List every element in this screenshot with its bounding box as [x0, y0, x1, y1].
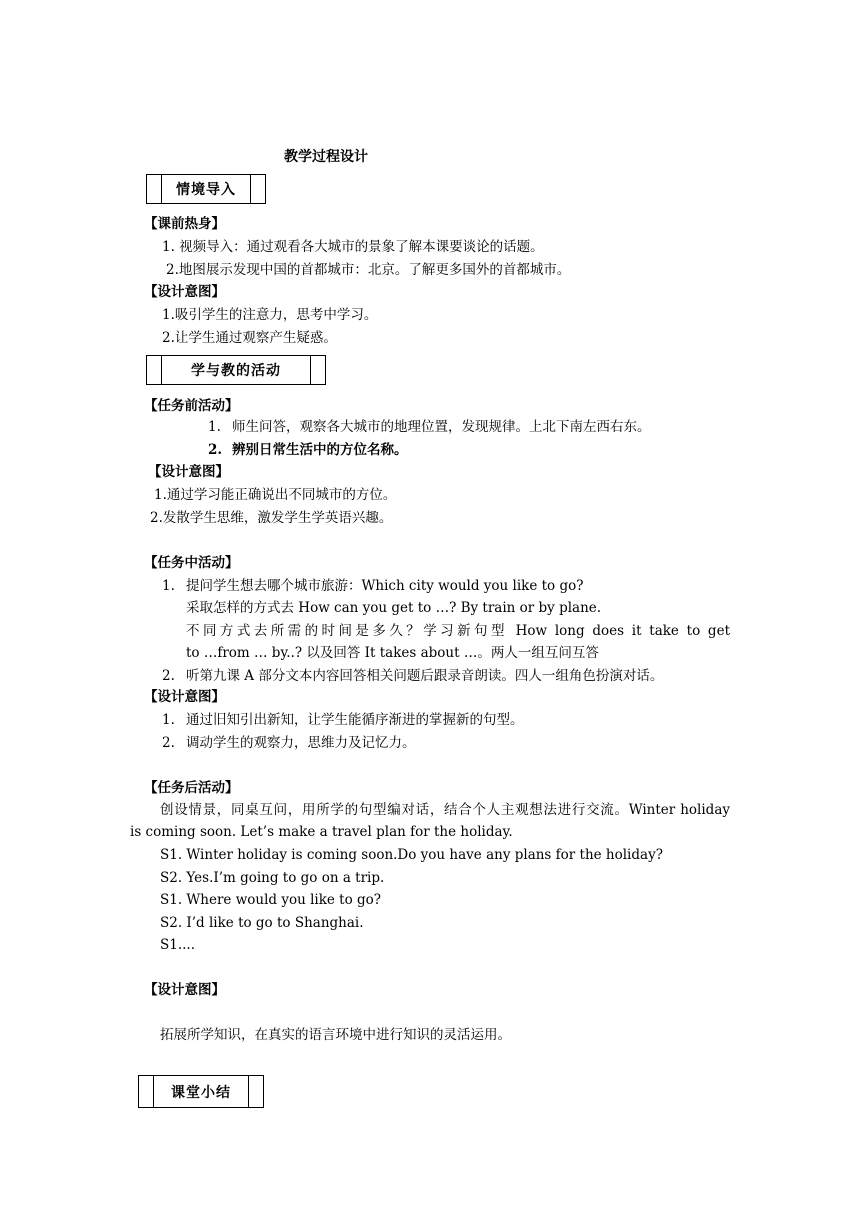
dialogue-line: S1.... — [160, 937, 196, 953]
section-box-summary — [138, 1075, 264, 1108]
list-number: 2. — [162, 735, 175, 751]
dialogue-line: S1. Winter holiday is coming soon.Do you have any plans for the holiday? — [160, 847, 663, 863]
list-item-line: to …from … by..? 以及回答 It takes about …。两人一组互问互答 — [186, 645, 599, 661]
list-item: 辨别日常生活中的方位名称。 — [232, 442, 408, 458]
intent-heading: 【设计意图】 — [144, 982, 225, 998]
list-item: 师生问答，观察各大城市的地理位置，发现规律。上北下南左西右东。 — [232, 419, 651, 435]
list-number: 1. — [208, 419, 221, 435]
dialogue-line: S2. Yes.I’m going to go on a trip. — [160, 870, 385, 886]
list-number: 2. — [162, 668, 175, 684]
section-box-label: 课堂小结 — [171, 1084, 231, 1101]
section-box-label: 情境导入 — [176, 182, 236, 198]
page-title: 教学过程设计 — [284, 149, 368, 165]
list-item-line: 提问学生想去哪个城市旅游：Which city would you like to go? — [186, 578, 584, 594]
intent-item: 2.发散学生思维，激发学生学英语兴趣。 — [150, 510, 393, 526]
list-item: 调动学生的观察力，思维力及记忆力。 — [186, 735, 416, 751]
list-number: 1. — [162, 578, 175, 594]
pre-task-heading: 【任务前活动】 — [144, 398, 239, 414]
section-box-activities — [146, 355, 326, 385]
intent-text: 拓展所学知识，在真实的语言环境中进行知识的灵活运用。 — [160, 1027, 511, 1043]
post-task-paragraph: is coming soon. Let’s make a travel plan for the holiday. — [130, 824, 513, 840]
mid-task-heading: 【任务中活动】 — [144, 555, 239, 571]
list-item: 听第九课 A 部分文本内容回答相关问题后跟录音朗读。四人一组角色扮演对话。 — [186, 668, 664, 684]
warmup-item: 1. 视频导入：通过观看各大城市的景象了解本课要谈论的话题。 — [162, 239, 544, 255]
intent-item: 1.吸引学生的注意力，思考中学习。 — [162, 307, 378, 323]
intent-item: 1.通过学习能正确说出不同城市的方位。 — [154, 487, 397, 503]
list-number: 1. — [162, 712, 175, 728]
list-item: 通过旧知引出新知，让学生能循序渐进的掌握新的句型。 — [186, 712, 524, 728]
intent-heading: 【设计意图】 — [144, 689, 225, 705]
list-number: 2. — [208, 442, 223, 458]
list-item-line: 不同方式去所需的时间是多久？学习新句型 How long does it take to get — [186, 623, 730, 639]
post-task-paragraph: 创设情景，同桌互问，用所学的句型编对话，结合个人主观想法进行交流。Winter holiday — [160, 802, 730, 818]
warmup-item: 2.地图展示发现中国的首都城市：北京。了解更多国外的首都城市。 — [166, 262, 571, 278]
intent-item: 2.让学生通过观察产生疑惑。 — [162, 330, 337, 346]
dialogue-line: S2. I’d like to go to Shanghai. — [160, 915, 364, 931]
warmup-heading: 【课前热身】 — [144, 216, 225, 232]
intent-heading: 【设计意图】 — [144, 284, 225, 300]
post-task-heading: 【任务后活动】 — [144, 780, 239, 796]
section-box-intro — [146, 174, 266, 204]
section-box-label: 学与教的活动 — [191, 363, 281, 379]
intent-heading: 【设计意图】 — [148, 464, 229, 480]
list-item-line: 采取怎样的方式去 How can you get to …? By train or by plane. — [186, 600, 602, 616]
dialogue-line: S1. Where would you like to go? — [160, 892, 382, 908]
